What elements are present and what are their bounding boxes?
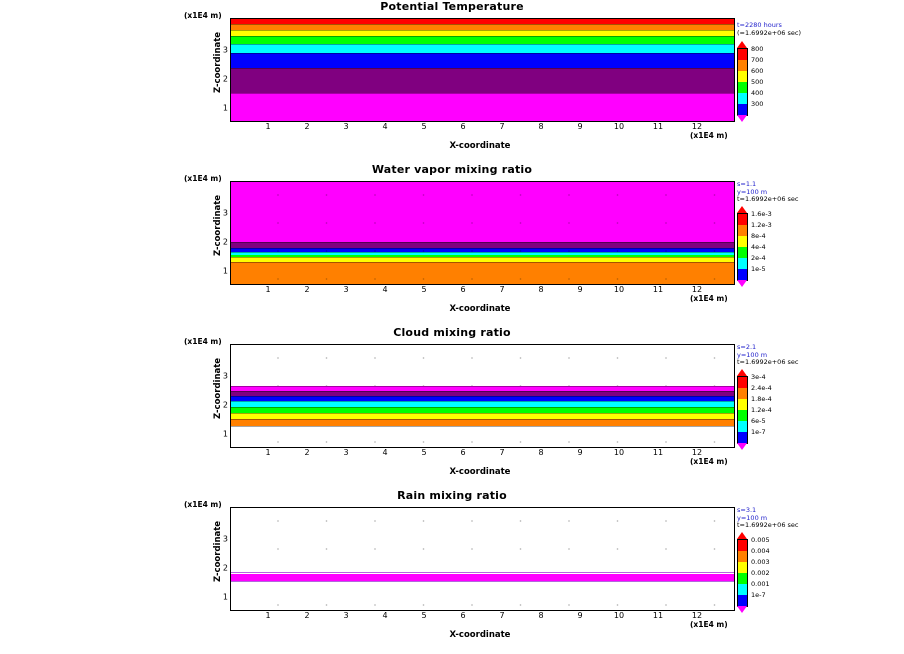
x-tick: 12 bbox=[691, 611, 703, 620]
x-tick: 10 bbox=[613, 285, 625, 294]
x-tick: 10 bbox=[613, 122, 625, 131]
legend-water-vapor bbox=[737, 181, 798, 204]
panel-water-vapor-mixing-ratio bbox=[0, 163, 904, 323]
plot-area-rain bbox=[230, 507, 735, 611]
colorbar-tick: 0.002 bbox=[751, 569, 770, 577]
colorbar-tick: 500 bbox=[751, 78, 764, 86]
panel-potential-temperature bbox=[0, 0, 904, 160]
colorbar-tick: 1.8e-4 bbox=[751, 395, 772, 403]
colorbar-tick: 4e-4 bbox=[751, 243, 766, 251]
x-tick: 11 bbox=[652, 448, 664, 457]
y-axis-label: Z-coordinate bbox=[213, 31, 223, 93]
contour-band bbox=[231, 44, 734, 53]
z-axis-unit: (x1E4 m) bbox=[184, 500, 222, 509]
colorbar-bottom-arrow bbox=[737, 280, 747, 287]
legend-stamp-line: s=1.1 bbox=[737, 180, 757, 188]
colorbar-tick: 8e-4 bbox=[751, 232, 766, 240]
x-tick: 2 bbox=[304, 122, 310, 131]
colorbar-tick: 1.6e-3 bbox=[751, 210, 772, 218]
y-tick-labels bbox=[214, 509, 228, 609]
contour-band bbox=[231, 36, 734, 44]
x-tick: 1 bbox=[265, 122, 271, 131]
x-tick: 9 bbox=[577, 122, 583, 131]
x-tick: 3 bbox=[343, 285, 349, 294]
x-tick: 3 bbox=[343, 448, 349, 457]
legend-stamp-line: y=100 m bbox=[737, 187, 768, 196]
x-axis-label: X-coordinate bbox=[449, 141, 511, 151]
colorbar-tick: 0.004 bbox=[751, 547, 770, 555]
colorbar-cloud[interactable] bbox=[737, 376, 748, 444]
panel-title: Cloud mixing ratio bbox=[393, 326, 511, 339]
y-tick-labels bbox=[214, 183, 228, 283]
colorbar-tick: 3e-4 bbox=[751, 373, 766, 381]
panel-title: Potential Temperature bbox=[380, 0, 524, 13]
colorbar-top-arrow bbox=[737, 369, 747, 376]
x-tick: 4 bbox=[382, 285, 388, 294]
legend-stamp-line: (=1.6992e+06 sec) bbox=[737, 28, 802, 37]
x-tick-labels bbox=[230, 122, 733, 132]
legend-stamp-line: t=1.6992e+06 sec bbox=[737, 195, 799, 203]
legend-stamp-line: y=100 m bbox=[737, 513, 768, 522]
x-axis-label: X-coordinate bbox=[449, 467, 511, 477]
plot-area-potential-temperature bbox=[230, 18, 735, 122]
x-tick: 4 bbox=[382, 122, 388, 131]
contour-band bbox=[231, 68, 734, 93]
contour-band bbox=[231, 53, 734, 68]
x-tick: 9 bbox=[577, 285, 583, 294]
colorbar-rain[interactable] bbox=[737, 539, 748, 607]
x-tick: 11 bbox=[652, 611, 664, 620]
y-tick: 2 bbox=[222, 74, 228, 84]
x-tick: 6 bbox=[460, 285, 466, 294]
contour-band bbox=[231, 419, 734, 426]
y-tick: 2 bbox=[222, 400, 228, 410]
y-tick: 3 bbox=[222, 208, 228, 218]
x-tick: 8 bbox=[538, 285, 544, 294]
z-axis-unit: (x1E4 m) bbox=[184, 174, 222, 183]
colorbar-tick: 6e-5 bbox=[751, 417, 766, 425]
colorbar-water-vapor[interactable] bbox=[737, 213, 748, 281]
x-tick: 8 bbox=[538, 448, 544, 457]
y-tick-labels bbox=[214, 20, 228, 120]
colorbar-tick: 1.2e-4 bbox=[751, 406, 772, 414]
y-tick: 1 bbox=[222, 103, 228, 113]
colorbar-tick: 2e-4 bbox=[751, 254, 766, 262]
y-axis-label: Z-coordinate bbox=[213, 194, 223, 256]
x-tick: 5 bbox=[421, 122, 427, 131]
x-tick: 3 bbox=[343, 122, 349, 131]
colorbar-tick: 0.005 bbox=[751, 536, 770, 544]
x-axis-label: X-coordinate bbox=[449, 304, 511, 314]
legend-rain bbox=[737, 507, 798, 530]
colorbar-tick: 1e-5 bbox=[751, 265, 766, 273]
panel-cloud-mixing-ratio bbox=[0, 326, 904, 486]
x-axis-unit: (x1E4 m) bbox=[690, 620, 728, 629]
x-tick: 5 bbox=[421, 448, 427, 457]
legend-stamp-line: t=2280 hours bbox=[737, 21, 782, 29]
x-tick: 8 bbox=[538, 611, 544, 620]
x-tick: 7 bbox=[499, 285, 505, 294]
y-tick: 2 bbox=[222, 237, 228, 247]
colorbar-tick: 600 bbox=[751, 67, 764, 75]
colorbar-potential-temperature[interactable] bbox=[737, 48, 748, 116]
colorbar-tick: 1e-7 bbox=[751, 591, 766, 599]
contour-band bbox=[231, 574, 734, 581]
x-tick: 9 bbox=[577, 448, 583, 457]
z-axis-unit: (x1E4 m) bbox=[184, 11, 222, 20]
x-tick: 6 bbox=[460, 122, 466, 131]
legend-stamp-line: s=3.1 bbox=[737, 506, 757, 514]
y-tick: 1 bbox=[222, 592, 228, 602]
x-tick: 10 bbox=[613, 448, 625, 457]
y-tick: 3 bbox=[222, 534, 228, 544]
x-tick: 5 bbox=[421, 285, 427, 294]
colorbar-tick: 0.003 bbox=[751, 558, 770, 566]
x-axis-unit: (x1E4 m) bbox=[690, 457, 728, 466]
colorbar-tick: 300 bbox=[751, 100, 764, 108]
x-axis-unit: (x1E4 m) bbox=[690, 131, 728, 140]
colorbar-bottom-arrow bbox=[737, 443, 747, 450]
colorbar-tick: 2.4e-4 bbox=[751, 384, 772, 392]
legend-cloud bbox=[737, 344, 798, 367]
x-tick: 2 bbox=[304, 611, 310, 620]
legend-stamp-line: s=2.1 bbox=[737, 343, 757, 351]
legend-stamp-line: t=1.6992e+06 sec bbox=[737, 358, 799, 366]
colorbar-bottom-arrow bbox=[737, 606, 747, 613]
x-axis-unit: (x1E4 m) bbox=[690, 294, 728, 303]
y-tick: 3 bbox=[222, 371, 228, 381]
y-tick: 3 bbox=[222, 45, 228, 55]
colorbar-top-arrow bbox=[737, 206, 747, 213]
x-tick: 4 bbox=[382, 611, 388, 620]
colorbar-tick: 1e-7 bbox=[751, 428, 766, 436]
colorbar-tick: 0.001 bbox=[751, 580, 770, 588]
x-tick: 11 bbox=[652, 122, 664, 131]
x-tick: 7 bbox=[499, 611, 505, 620]
x-tick: 9 bbox=[577, 611, 583, 620]
x-tick: 6 bbox=[460, 448, 466, 457]
x-tick: 4 bbox=[382, 448, 388, 457]
x-tick: 12 bbox=[691, 122, 703, 131]
x-tick: 12 bbox=[691, 448, 703, 457]
colorbar-tick: 800 bbox=[751, 45, 764, 53]
panel-title: Water vapor mixing ratio bbox=[371, 163, 533, 176]
legend-stamp-line: y=100 m bbox=[737, 350, 768, 359]
x-tick: 7 bbox=[499, 122, 505, 131]
plot-area-cloud bbox=[230, 344, 735, 448]
x-tick: 5 bbox=[421, 611, 427, 620]
x-tick-labels bbox=[230, 611, 733, 621]
legend-stamp-line: t=1.6992e+06 sec bbox=[737, 521, 799, 529]
colorbar-top-arrow bbox=[737, 41, 747, 48]
x-tick: 11 bbox=[652, 285, 664, 294]
x-tick: 6 bbox=[460, 611, 466, 620]
colorbar-tick: 700 bbox=[751, 56, 764, 64]
y-axis-label: Z-coordinate bbox=[213, 357, 223, 419]
x-tick: 3 bbox=[343, 611, 349, 620]
x-tick: 10 bbox=[613, 611, 625, 620]
y-tick: 1 bbox=[222, 429, 228, 439]
y-tick-labels bbox=[214, 346, 228, 446]
y-tick: 2 bbox=[222, 563, 228, 573]
x-tick: 1 bbox=[265, 285, 271, 294]
colorbar-tick: 400 bbox=[751, 89, 764, 97]
panel-rain-mixing-ratio bbox=[0, 489, 904, 654]
x-tick-labels bbox=[230, 448, 733, 458]
x-tick: 2 bbox=[304, 448, 310, 457]
colorbar-bottom-arrow bbox=[737, 115, 747, 122]
legend-potential-temperature bbox=[737, 22, 801, 37]
x-tick: 7 bbox=[499, 448, 505, 457]
y-tick: 1 bbox=[222, 266, 228, 276]
colorbar-tick: 1.2e-3 bbox=[751, 221, 772, 229]
y-axis-label: Z-coordinate bbox=[213, 520, 223, 582]
x-tick-labels bbox=[230, 285, 733, 295]
panel-title: Rain mixing ratio bbox=[397, 489, 507, 502]
contour-band bbox=[231, 93, 734, 121]
x-tick: 12 bbox=[691, 285, 703, 294]
x-tick: 2 bbox=[304, 285, 310, 294]
x-tick: 1 bbox=[265, 448, 271, 457]
colorbar-top-arrow bbox=[737, 532, 747, 539]
z-axis-unit: (x1E4 m) bbox=[184, 337, 222, 346]
x-axis-label: X-coordinate bbox=[449, 630, 511, 640]
x-tick: 1 bbox=[265, 611, 271, 620]
x-tick: 8 bbox=[538, 122, 544, 131]
plot-area-water-vapor bbox=[230, 181, 735, 285]
